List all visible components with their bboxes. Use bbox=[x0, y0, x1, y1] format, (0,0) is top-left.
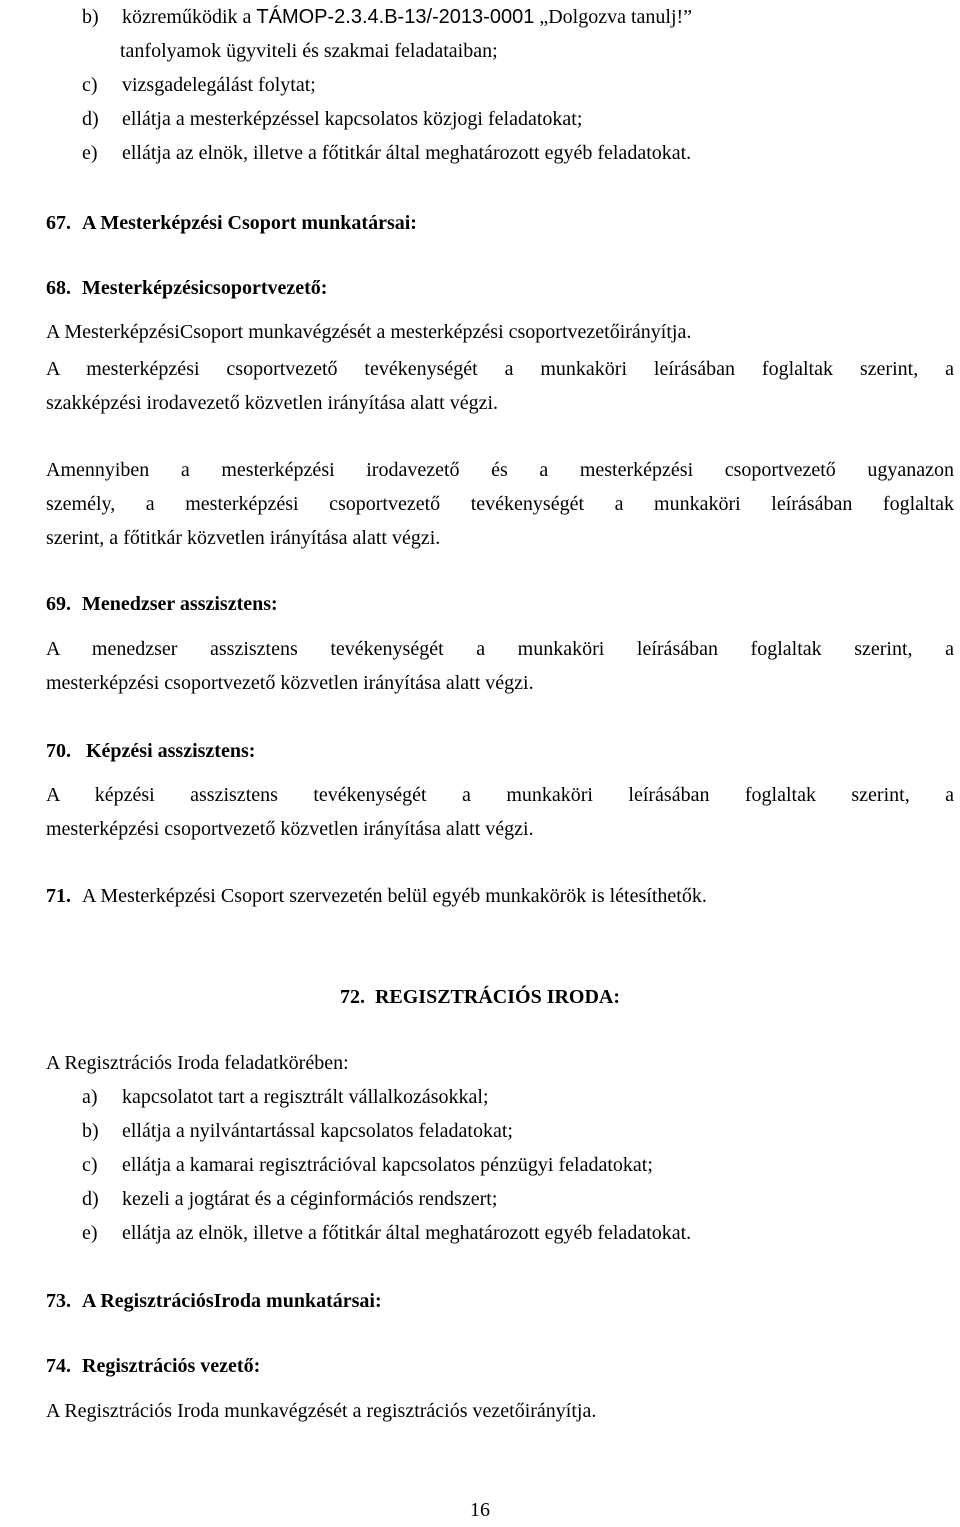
section-title: Mesterképzésicsoportvezető: bbox=[82, 277, 328, 299]
list-label: b) bbox=[82, 6, 99, 28]
list-text-part: „Dolgozva tanulj!” bbox=[534, 6, 693, 28]
list-text-part: közreműködik a bbox=[122, 6, 257, 28]
list-label: d) bbox=[82, 1188, 99, 1210]
list-text: ellátja az elnök, illetve a főtitkár által meghatározott egyéb feladatokat. bbox=[122, 142, 692, 164]
list-label: e) bbox=[82, 142, 98, 164]
list-label: d) bbox=[82, 108, 99, 130]
list-label: c) bbox=[82, 1154, 98, 1176]
list-item-c bbox=[82, 68, 954, 102]
list-item-c bbox=[82, 1148, 954, 1182]
section-74-heading bbox=[46, 1349, 954, 1383]
list-label: a) bbox=[82, 1086, 98, 1108]
section-68-paragraph-2-line-1: A mesterképzési csoportvezető tevékenységét a munkaköri leírásában foglaltak szerint, a bbox=[46, 358, 954, 380]
list-item-d bbox=[82, 102, 954, 136]
section-title: A Mesterképzési Csoport munkatársai: bbox=[82, 212, 417, 234]
list-text: kapcsolatot tart a regisztrált vállalkozásokkal; bbox=[122, 1086, 489, 1108]
section-title: Képzési asszisztens: bbox=[86, 740, 256, 762]
section-number: 71. bbox=[46, 885, 71, 907]
section-68-paragraph-3-line-3: szerint, a főtitkár közvetlen irányítása alatt végzi. bbox=[46, 527, 441, 549]
list-text: ellátja az elnök, illetve a főtitkár által meghatározott egyéb feladatokat. bbox=[122, 1222, 692, 1244]
section-number: 69. bbox=[46, 593, 71, 615]
list-label: e) bbox=[82, 1222, 98, 1244]
list-item-a bbox=[82, 1080, 954, 1114]
section-70-paragraph-line-1: A képzési asszisztens tevékenységét a munkaköri leírásában foglaltak szerint, a bbox=[46, 784, 954, 806]
section-number: 68. bbox=[46, 277, 71, 299]
list-item-d bbox=[82, 1182, 954, 1216]
section-number: 74. bbox=[46, 1355, 71, 1377]
section-69-heading bbox=[46, 587, 954, 621]
list-item-e bbox=[82, 1216, 954, 1250]
section-68-paragraph-3-line-2: személy, a mesterképzési csoportvezető tevékenységét a munkaköri leírásában foglaltak bbox=[46, 493, 954, 515]
page-number: 16 bbox=[470, 1499, 490, 1521]
project-code: TÁMOP-2.3.4.B-13/-2013-0001 bbox=[256, 6, 535, 28]
list-item-b bbox=[82, 1114, 954, 1148]
list-label: b) bbox=[82, 1120, 99, 1142]
section-title: REGISZTRÁCIÓS IRODA: bbox=[374, 986, 621, 1008]
section-69-paragraph-line-2: mesterképzési csoportvezető közvetlen irányítása alatt végzi. bbox=[46, 672, 534, 694]
list-label: c) bbox=[82, 74, 98, 96]
section-70-paragraph-line-2: mesterképzési csoportvezető közvetlen irányítása alatt végzi. bbox=[46, 818, 534, 840]
section-72-intro: A Regisztrációs Iroda feladatkörében: bbox=[46, 1052, 349, 1074]
list-item-b bbox=[82, 0, 954, 34]
list-text: ellátja a mesterképzéssel kapcsolatos közjogi feladatokat; bbox=[122, 108, 583, 130]
section-67-heading bbox=[46, 206, 954, 240]
section-69-paragraph-line-1: A menedzser asszisztens tevékenységét a munkaköri leírásában foglaltak szerint, a bbox=[46, 638, 954, 660]
section-number: 72. bbox=[339, 986, 365, 1008]
list-text: vizsgadelegálást folytat; bbox=[122, 74, 316, 96]
section-text: A Mesterképzési Csoport szervezetén belül egyéb munkakörök is létesíthetők. bbox=[82, 885, 707, 907]
list-text: ellátja a kamarai regisztrációval kapcsolatos pénzügyi feladatokat; bbox=[122, 1154, 653, 1176]
section-68-paragraph-3-line-1: Amennyiben a mesterképzési irodavezető és a mesterképzési csoportvezető ugyanazon bbox=[46, 459, 954, 481]
list-item-continuation: tanfolyamok ügyviteli és szakmai feladataiban; bbox=[120, 40, 498, 62]
section-number: 70. bbox=[46, 740, 71, 762]
section-68-paragraph-1: A MesterképzésiCsoport munkavégzését a mesterképzési csoportvezetőirányítja. bbox=[46, 321, 692, 343]
list-item-e bbox=[82, 136, 954, 170]
section-68-heading bbox=[46, 271, 954, 305]
section-70-heading bbox=[46, 734, 954, 768]
section-73-heading bbox=[46, 1284, 954, 1318]
section-72-heading bbox=[0, 980, 960, 1014]
section-71 bbox=[46, 879, 954, 913]
list-text: kezeli a jogtárat és a céginformációs rendszert; bbox=[122, 1188, 498, 1210]
section-title: Menedzser asszisztens: bbox=[82, 593, 278, 615]
section-title: A RegisztrációsIroda munkatársai: bbox=[82, 1290, 382, 1312]
section-number: 73. bbox=[46, 1290, 71, 1312]
section-74-paragraph: A Regisztrációs Iroda munkavégzését a regisztrációs vezetőirányítja. bbox=[46, 1400, 597, 1422]
section-68-paragraph-2-line-2: szakképzési irodavezető közvetlen irányítása alatt végzi. bbox=[46, 392, 499, 414]
section-title: Regisztrációs vezető: bbox=[82, 1355, 261, 1377]
list-text: ellátja a nyilvántartással kapcsolatos feladatokat; bbox=[122, 1120, 513, 1142]
section-number: 67. bbox=[46, 212, 71, 234]
